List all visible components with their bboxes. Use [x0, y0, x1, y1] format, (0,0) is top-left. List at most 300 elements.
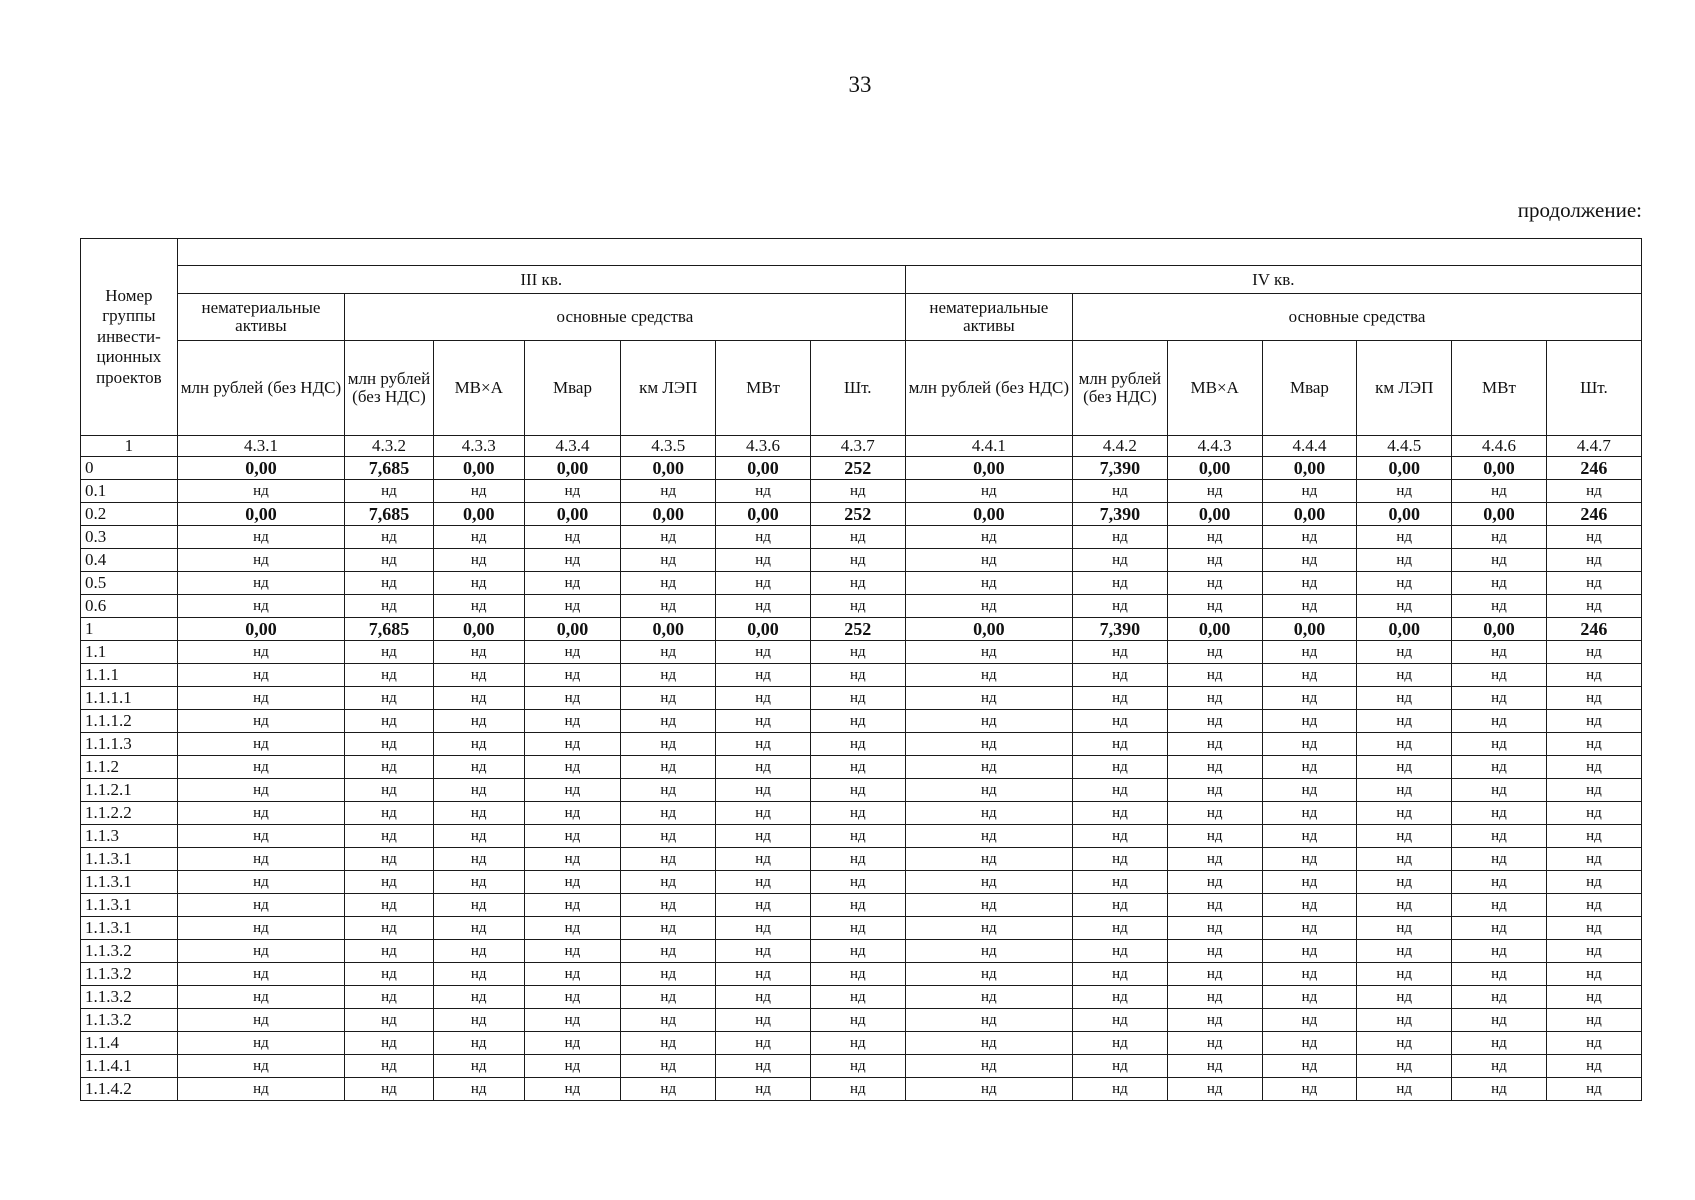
value-cell: нд	[905, 595, 1072, 618]
value-cell: нд	[810, 1009, 905, 1032]
value-cell: нд	[1546, 733, 1641, 756]
column-number-cell: 4.4.2	[1073, 436, 1168, 457]
value-cell: нд	[345, 779, 434, 802]
value-cell: нд	[1073, 848, 1168, 871]
value-cell: нд	[1546, 664, 1641, 687]
group-code-cell: 1.1.3.2	[81, 1009, 178, 1032]
value-cell: нд	[810, 733, 905, 756]
group-code-cell: 0.3	[81, 526, 178, 549]
value-cell: нд	[1546, 480, 1641, 503]
value-cell: нд	[810, 595, 905, 618]
unit-header: км ЛЭП	[1357, 341, 1452, 436]
value-cell: нд	[716, 917, 811, 940]
value-cell: нд	[1357, 549, 1452, 572]
table-row	[81, 1055, 1642, 1078]
value-cell: нд	[177, 687, 344, 710]
value-cell: нд	[1073, 871, 1168, 894]
value-cell: нд	[1452, 825, 1547, 848]
value-cell: нд	[433, 687, 524, 710]
value-cell: нд	[177, 526, 344, 549]
value-cell: нд	[1546, 595, 1641, 618]
value-cell: нд	[524, 871, 621, 894]
value-cell: нд	[345, 940, 434, 963]
value-cell: нд	[621, 917, 716, 940]
value-cell: нд	[1357, 526, 1452, 549]
value-cell: 0,00	[621, 457, 716, 480]
value-cell: нд	[621, 710, 716, 733]
value-cell: нд	[1167, 664, 1262, 687]
value-cell: 0,00	[905, 618, 1072, 641]
table-row	[81, 664, 1642, 687]
value-cell: 0,00	[1262, 618, 1357, 641]
value-cell: нд	[1546, 986, 1641, 1009]
value-cell: нд	[1357, 802, 1452, 825]
table-body	[81, 457, 1642, 1101]
unit-header: Мвар	[1262, 341, 1357, 436]
value-cell: нд	[1546, 917, 1641, 940]
value-cell: нд	[1262, 848, 1357, 871]
value-cell: нд	[716, 572, 811, 595]
value-cell: нд	[345, 756, 434, 779]
value-cell: нд	[1546, 825, 1641, 848]
value-cell: нд	[345, 848, 434, 871]
value-cell: нд	[1262, 940, 1357, 963]
group-code-cell: 1.1.2	[81, 756, 178, 779]
value-cell: нд	[345, 802, 434, 825]
value-cell: нд	[905, 710, 1072, 733]
value-cell: нд	[1262, 480, 1357, 503]
value-cell: нд	[1167, 710, 1262, 733]
value-cell: 0,00	[433, 503, 524, 526]
value-cell: нд	[345, 572, 434, 595]
value-cell: нд	[524, 779, 621, 802]
value-cell: 7,390	[1073, 503, 1168, 526]
value-cell: нд	[1262, 1055, 1357, 1078]
unit-header: млн рублей (без НДС)	[177, 341, 344, 436]
value-cell: нд	[1262, 664, 1357, 687]
value-cell: нд	[1357, 1009, 1452, 1032]
value-cell: нд	[1546, 756, 1641, 779]
table-row	[81, 1078, 1642, 1101]
value-cell: нд	[1073, 595, 1168, 618]
value-cell: нд	[810, 1032, 905, 1055]
value-cell: нд	[1073, 733, 1168, 756]
value-cell: 7,685	[345, 503, 434, 526]
value-cell: нд	[810, 1078, 905, 1101]
fixed-assets-header-q3: основные средства	[345, 294, 906, 341]
value-cell: нд	[1073, 480, 1168, 503]
value-cell: нд	[716, 1032, 811, 1055]
value-cell: нд	[177, 1009, 344, 1032]
value-cell: нд	[810, 664, 905, 687]
value-cell: нд	[905, 917, 1072, 940]
table-row	[81, 756, 1642, 779]
column-number-cell: 4.3.1	[177, 436, 344, 457]
value-cell: 0,00	[1452, 618, 1547, 641]
value-cell: нд	[716, 1055, 811, 1078]
value-cell: нд	[1262, 595, 1357, 618]
group-code-cell: 1.1.4	[81, 1032, 178, 1055]
value-cell: нд	[345, 871, 434, 894]
value-cell: нд	[177, 894, 344, 917]
value-cell: нд	[345, 1032, 434, 1055]
value-cell: нд	[524, 480, 621, 503]
unit-header: Шт.	[1546, 341, 1641, 436]
table-row	[81, 894, 1642, 917]
value-cell: нд	[1073, 1009, 1168, 1032]
unit-header: млн рублей (без НДС)	[905, 341, 1072, 436]
value-cell: нд	[1357, 710, 1452, 733]
group-code-cell: 1.1.2.2	[81, 802, 178, 825]
value-cell: нд	[621, 733, 716, 756]
value-cell: нд	[1073, 1078, 1168, 1101]
group-code-cell: 1.1.3.2	[81, 986, 178, 1009]
value-cell: 0,00	[716, 618, 811, 641]
value-cell: 0,00	[524, 618, 621, 641]
value-cell: нд	[177, 802, 344, 825]
value-cell: нд	[1073, 940, 1168, 963]
value-cell: нд	[345, 595, 434, 618]
table-row	[81, 526, 1642, 549]
value-cell: нд	[524, 733, 621, 756]
value-cell: нд	[1546, 848, 1641, 871]
value-cell: 0,00	[1262, 457, 1357, 480]
value-cell: нд	[524, 894, 621, 917]
value-cell: нд	[1073, 963, 1168, 986]
value-cell: нд	[905, 687, 1072, 710]
value-cell: нд	[524, 595, 621, 618]
value-cell: нд	[524, 802, 621, 825]
value-cell: 0,00	[905, 457, 1072, 480]
value-cell: нд	[621, 1055, 716, 1078]
group-code-cell: 0.6	[81, 595, 178, 618]
value-cell: нд	[433, 940, 524, 963]
value-cell: нд	[1262, 687, 1357, 710]
value-cell: нд	[716, 641, 811, 664]
value-cell: нд	[1452, 894, 1547, 917]
value-cell: нд	[433, 549, 524, 572]
value-cell: нд	[345, 963, 434, 986]
table-row	[81, 963, 1642, 986]
value-cell: нд	[345, 549, 434, 572]
value-cell: нд	[524, 1078, 621, 1101]
value-cell: нд	[177, 595, 344, 618]
value-cell: нд	[621, 1009, 716, 1032]
value-cell: нд	[433, 526, 524, 549]
column-number-cell: 4.3.7	[810, 436, 905, 457]
value-cell: нд	[345, 710, 434, 733]
value-cell: нд	[621, 825, 716, 848]
value-cell: нд	[177, 871, 344, 894]
value-cell: 246	[1546, 503, 1641, 526]
value-cell: нд	[1452, 756, 1547, 779]
value-cell: нд	[1357, 779, 1452, 802]
value-cell: нд	[810, 756, 905, 779]
value-cell: нд	[1452, 595, 1547, 618]
value-cell: нд	[1452, 986, 1547, 1009]
group-code-cell: 1.1.3.2	[81, 963, 178, 986]
value-cell: 0,00	[621, 618, 716, 641]
value-cell: 252	[810, 457, 905, 480]
value-cell: нд	[1262, 526, 1357, 549]
value-cell: нд	[1262, 1078, 1357, 1101]
value-cell: нд	[716, 733, 811, 756]
value-cell: нд	[905, 549, 1072, 572]
value-cell: нд	[1546, 963, 1641, 986]
value-cell: 0,00	[1167, 618, 1262, 641]
value-cell: нд	[1073, 710, 1168, 733]
value-cell: нд	[1452, 848, 1547, 871]
value-cell: нд	[524, 917, 621, 940]
value-cell: нд	[1357, 986, 1452, 1009]
table-row	[81, 779, 1642, 802]
value-cell: нд	[621, 940, 716, 963]
value-cell: нд	[1546, 641, 1641, 664]
table-row	[81, 480, 1642, 503]
table-row	[81, 595, 1642, 618]
value-cell: нд	[1546, 549, 1641, 572]
table-row	[81, 1009, 1642, 1032]
value-cell: нд	[1167, 1078, 1262, 1101]
value-cell: нд	[905, 940, 1072, 963]
value-cell: нд	[1546, 1032, 1641, 1055]
value-cell: нд	[1167, 733, 1262, 756]
value-cell: нд	[1357, 871, 1452, 894]
value-cell: нд	[433, 871, 524, 894]
value-cell: 0,00	[1357, 503, 1452, 526]
value-cell: 0,00	[716, 503, 811, 526]
value-cell: нд	[1452, 871, 1547, 894]
value-cell: нд	[524, 710, 621, 733]
value-cell: нд	[905, 802, 1072, 825]
first-col-header: Номер группы инвести-ционных проектов	[81, 239, 178, 436]
value-cell: нд	[524, 1032, 621, 1055]
value-cell: нд	[905, 871, 1072, 894]
value-cell: нд	[716, 802, 811, 825]
value-cell: нд	[905, 664, 1072, 687]
value-cell: нд	[621, 480, 716, 503]
value-cell: нд	[1073, 779, 1168, 802]
value-cell: нд	[345, 480, 434, 503]
column-number-cell: 4.4.5	[1357, 436, 1452, 457]
value-cell: нд	[1073, 526, 1168, 549]
value-cell: 0,00	[1452, 457, 1547, 480]
table-row	[81, 687, 1642, 710]
value-cell: нд	[1073, 549, 1168, 572]
value-cell: нд	[1073, 687, 1168, 710]
group-code-cell: 1.1.4.2	[81, 1078, 178, 1101]
value-cell: нд	[621, 595, 716, 618]
value-cell: нд	[1073, 641, 1168, 664]
header-blank-row	[177, 239, 1641, 266]
column-number-cell: 4.3.3	[433, 436, 524, 457]
value-cell: нд	[177, 572, 344, 595]
value-cell: нд	[905, 848, 1072, 871]
value-cell: нд	[1262, 825, 1357, 848]
value-cell: нд	[716, 756, 811, 779]
value-cell: нд	[1262, 802, 1357, 825]
group-code-cell: 1.1.4.1	[81, 1055, 178, 1078]
column-number-cell: 4.3.5	[621, 436, 716, 457]
value-cell: нд	[810, 687, 905, 710]
value-cell: нд	[1167, 641, 1262, 664]
value-cell: нд	[1167, 825, 1262, 848]
value-cell: нд	[1546, 572, 1641, 595]
group-code-cell: 0.2	[81, 503, 178, 526]
value-cell: нд	[1262, 549, 1357, 572]
value-cell: нд	[345, 825, 434, 848]
value-cell: нд	[433, 664, 524, 687]
value-cell: нд	[1167, 848, 1262, 871]
value-cell: нд	[345, 641, 434, 664]
value-cell: нд	[1167, 940, 1262, 963]
continuation-label: продолжение:	[1517, 198, 1642, 222]
value-cell: нд	[905, 779, 1072, 802]
value-cell: нд	[1262, 1009, 1357, 1032]
value-cell: 7,685	[345, 618, 434, 641]
value-cell: нд	[1452, 917, 1547, 940]
value-cell: нд	[524, 986, 621, 1009]
value-cell: нд	[810, 572, 905, 595]
value-cell: 7,390	[1073, 618, 1168, 641]
value-cell: нд	[433, 572, 524, 595]
column-number-cell: 4.3.2	[345, 436, 434, 457]
value-cell: нд	[716, 595, 811, 618]
value-cell: нд	[1167, 871, 1262, 894]
value-cell: нд	[1546, 894, 1641, 917]
value-cell: нд	[177, 917, 344, 940]
value-cell: нд	[716, 940, 811, 963]
value-cell: нд	[1546, 1009, 1641, 1032]
value-cell: нд	[1452, 1078, 1547, 1101]
value-cell: нд	[810, 940, 905, 963]
value-cell: нд	[345, 1055, 434, 1078]
value-cell: нд	[1167, 549, 1262, 572]
value-cell: нд	[177, 710, 344, 733]
value-cell: нд	[716, 871, 811, 894]
group-code-cell: 1.1.3	[81, 825, 178, 848]
unit-header: Шт.	[810, 341, 905, 436]
group-code-cell: 1.1.1.2	[81, 710, 178, 733]
unit-header: МВ×А	[433, 341, 524, 436]
value-cell: нд	[1357, 572, 1452, 595]
table-row	[81, 618, 1642, 641]
value-cell: нд	[177, 848, 344, 871]
group-code-cell: 1.1.1.1	[81, 687, 178, 710]
group-code-cell: 0.1	[81, 480, 178, 503]
unit-header: млн рублей (без НДС)	[345, 341, 434, 436]
value-cell: нд	[1262, 641, 1357, 664]
value-cell: нд	[345, 1009, 434, 1032]
value-cell: нд	[716, 664, 811, 687]
value-cell: нд	[1262, 963, 1357, 986]
column-number-cell: 4.3.4	[524, 436, 621, 457]
value-cell: 0,00	[621, 503, 716, 526]
value-cell: нд	[1073, 756, 1168, 779]
value-cell: нд	[1073, 802, 1168, 825]
unit-header: млн рублей (без НДС)	[1073, 341, 1168, 436]
column-number-cell: 1	[81, 436, 178, 457]
value-cell: нд	[433, 917, 524, 940]
value-cell: нд	[177, 825, 344, 848]
value-cell: нд	[524, 756, 621, 779]
table-row	[81, 641, 1642, 664]
value-cell: нд	[433, 825, 524, 848]
value-cell: нд	[433, 480, 524, 503]
value-cell: 246	[1546, 618, 1641, 641]
value-cell: нд	[177, 549, 344, 572]
value-cell: нд	[1073, 986, 1168, 1009]
value-cell: 0,00	[433, 457, 524, 480]
value-cell: 0,00	[177, 618, 344, 641]
value-cell: нд	[810, 848, 905, 871]
value-cell: нд	[177, 733, 344, 756]
value-cell: нд	[905, 1009, 1072, 1032]
value-cell: 0,00	[1167, 503, 1262, 526]
value-cell: нд	[433, 963, 524, 986]
value-cell: нд	[1357, 1032, 1452, 1055]
value-cell: нд	[524, 1055, 621, 1078]
value-cell: нд	[1073, 917, 1168, 940]
value-cell: нд	[1262, 917, 1357, 940]
value-cell: нд	[1452, 664, 1547, 687]
value-cell: 252	[810, 503, 905, 526]
value-cell: нд	[1452, 733, 1547, 756]
value-cell: нд	[1357, 1055, 1452, 1078]
unit-header: МВт	[716, 341, 811, 436]
intangible-assets-header-q3: нематериальные активы	[177, 294, 344, 341]
value-cell: нд	[621, 871, 716, 894]
value-cell: 0,00	[905, 503, 1072, 526]
value-cell: нд	[905, 1078, 1072, 1101]
value-cell: нд	[524, 1009, 621, 1032]
value-cell: нд	[1167, 986, 1262, 1009]
value-cell: нд	[1357, 664, 1452, 687]
value-cell: нд	[524, 848, 621, 871]
value-cell: нд	[1546, 710, 1641, 733]
value-cell: нд	[716, 526, 811, 549]
value-cell: нд	[810, 963, 905, 986]
value-cell: нд	[177, 756, 344, 779]
value-cell: нд	[621, 756, 716, 779]
quarter-3-header: III кв.	[177, 266, 905, 294]
value-cell: нд	[905, 572, 1072, 595]
value-cell: нд	[905, 480, 1072, 503]
value-cell: нд	[433, 1078, 524, 1101]
value-cell: 0,00	[716, 457, 811, 480]
column-number-cell: 4.4.3	[1167, 436, 1262, 457]
value-cell: нд	[810, 917, 905, 940]
group-code-cell: 1.1.2.1	[81, 779, 178, 802]
table-row	[81, 549, 1642, 572]
value-cell: нд	[716, 1078, 811, 1101]
unit-header: км ЛЭП	[621, 341, 716, 436]
value-cell: нд	[524, 687, 621, 710]
value-cell: 0,00	[1357, 457, 1452, 480]
value-cell: нд	[1357, 641, 1452, 664]
value-cell: нд	[716, 894, 811, 917]
value-cell: нд	[1167, 1009, 1262, 1032]
value-cell: нд	[1357, 687, 1452, 710]
value-cell: нд	[716, 963, 811, 986]
value-cell: нд	[1452, 687, 1547, 710]
page-number: 33	[848, 72, 872, 97]
value-cell: нд	[905, 733, 1072, 756]
value-cell: нд	[905, 526, 1072, 549]
value-cell: нд	[1357, 894, 1452, 917]
value-cell: нд	[177, 779, 344, 802]
table-row	[81, 917, 1642, 940]
